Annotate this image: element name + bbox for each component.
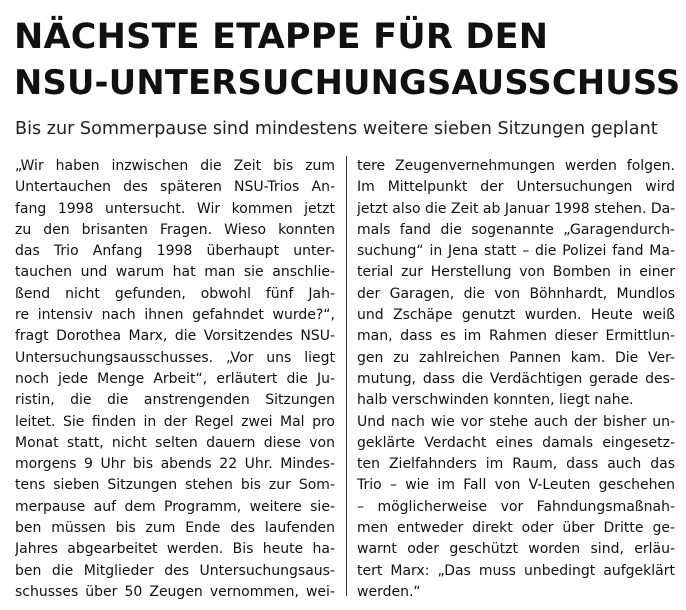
text-line: „Wir haben inzwischen die Zeit bis zum	[15, 158, 335, 174]
text-line: re intensiv nach ihnen gefahndet wurde?“,	[15, 307, 335, 324]
text-line: tauchen und warum hat man sie anschlie-	[15, 264, 335, 281]
text-line: fragt Dorothea Marx, die Vorsitzendes NSU-	[15, 328, 335, 345]
article-subtitle: Bis zur Sommerpause sind mindestens weitere sieben Sitzungen geplant	[15, 119, 658, 139]
text-line: – möglicherweise vor Fahndungsmaßnah-	[357, 498, 675, 515]
text-line: ristin, die die anstrengenden Sitzungen	[15, 392, 335, 409]
text-line: Im Mittelpunkt der Untersuchungen wird	[357, 179, 675, 196]
text-line: gen zu zahlreichen Pannen kam. Die Ver-	[357, 349, 675, 366]
text-column-left	[15, 156, 335, 600]
headline-line-2: NSU-UNTERSUCHUNGSAUSSCHUSS	[14, 63, 681, 102]
text-line: zu den brisanten Fragen. Wieso konnten	[15, 221, 335, 238]
text-line: leitet. Sie finden in der Regel zwei Mal pro	[15, 413, 335, 430]
text-line: tens sieben Sitzungen stehen bis zur Som-	[15, 477, 335, 494]
text-line: Trio – wie im Fall von V-Leuten geschehen	[357, 477, 675, 494]
text-line: Untertauchen des späteren NSU-Trios An-	[15, 179, 335, 196]
text-line: Und nach wie vor stehe auch der bisher un-	[357, 413, 675, 430]
text-line: geklärte Verdacht eines damals eingesetz-	[357, 434, 675, 451]
text-line: Untersuchungsausschusses. „Vor uns liegt	[15, 349, 335, 366]
text-line: ben müssen bis zum Ende des laufenden	[15, 520, 335, 537]
text-line: man, dass es im Rahmen dieser Ermittlun-	[357, 328, 675, 345]
text-line: noch jede Menge Arbeit“, erläutert die Ju-	[15, 370, 335, 387]
text-line: ßend nicht gefunden, obwohl fünf Jah-	[15, 285, 335, 302]
column-divider	[346, 156, 347, 596]
text-line: werden.“	[357, 583, 421, 600]
article-headline	[14, 14, 684, 106]
text-line: das Trio Anfang 1998 überhaupt unter-	[15, 243, 335, 260]
text-line: jetzt also die Zeit ab Januar 1998 stehen. Da-	[357, 200, 675, 217]
headline-line-1: NÄCHSTE ETAPPE FÜR DEN	[14, 17, 549, 57]
text-column-right	[357, 156, 675, 600]
text-line: tert Marx: „Das muss unbedingt aufgeklärt	[357, 562, 675, 579]
text-line: ten Zielfahnders im Raum, dass auch das	[357, 456, 675, 473]
text-line: halb verschwinden konnten, liegt nahe.	[357, 392, 634, 409]
text-line: Jahres abgearbeitet werden. Bis heute ha-	[15, 541, 335, 558]
text-line: men entweder direkt oder über Dritte ge-	[357, 520, 675, 537]
text-line: morgens 9 Uhr bis abends 22 Uhr. Mindes-	[15, 456, 335, 473]
text-line: fang 1998 untersucht. Wir kommen jetzt	[15, 200, 335, 217]
text-line: mutung, dass die Verdächtigen gerade des-	[357, 370, 675, 387]
text-line: schusses über 50 Zeugen vernommen, wei-	[15, 583, 335, 600]
text-line: merpause auf dem Programm, weitere sie-	[15, 498, 335, 515]
text-line: Monat statt, nicht selten dauern diese von	[15, 434, 335, 451]
text-line: warnt oder geschützt worden sind, erläu-	[357, 541, 675, 558]
text-line: ben die Mitglieder des Untersuchungsaus-	[15, 562, 335, 579]
text-line: der Garagen, die von Böhnhardt, Mundlos	[357, 285, 675, 302]
text-line: suchung“ in Jena statt – die Polizei fand Ma-	[357, 243, 675, 260]
text-line: terial zur Herstellung von Bomben in einer	[357, 264, 675, 281]
text-line: tere Zeugenvernehmungen werden folgen.	[357, 158, 675, 174]
text-line: mals fand die sogenannte „Garagendurch-	[357, 221, 675, 238]
text-line: und Zschäpe genutzt wurden. Heute weiß	[357, 307, 675, 324]
